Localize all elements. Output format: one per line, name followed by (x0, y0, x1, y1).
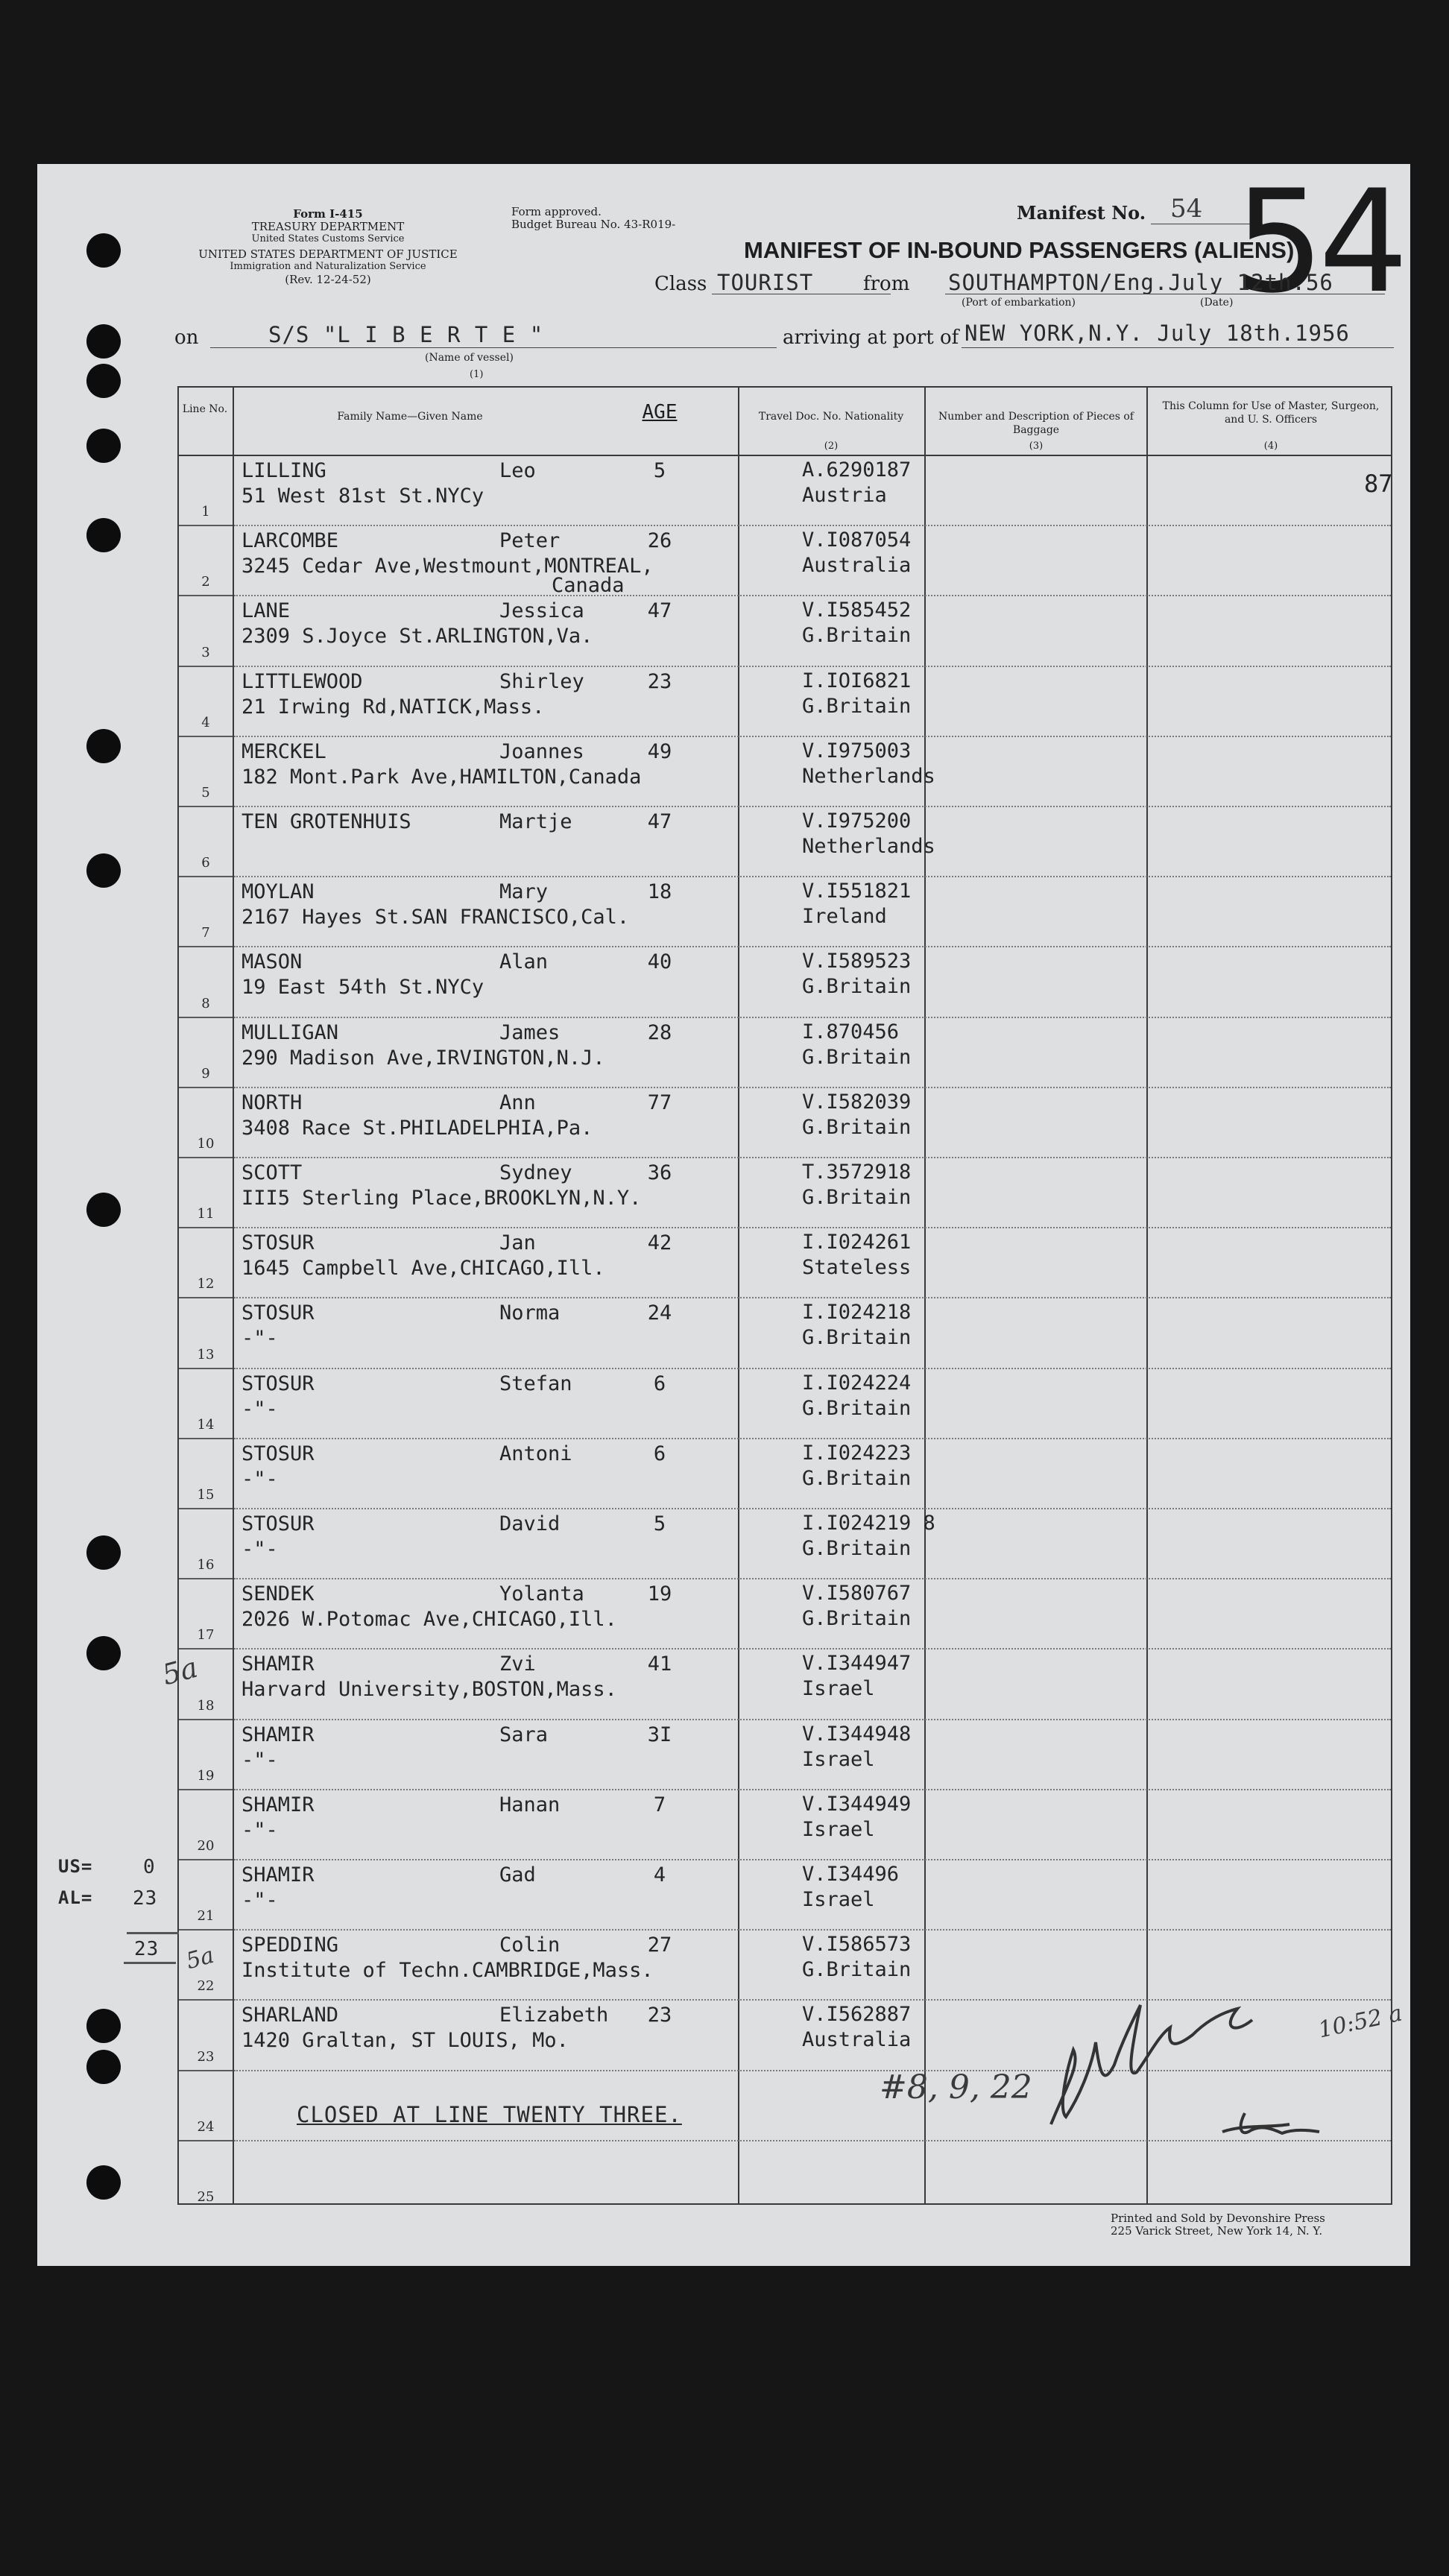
row-divider (234, 1157, 1391, 1158)
line-number: 3 (201, 644, 210, 660)
travel-doc-number: T.3572918 (802, 1161, 912, 1184)
address: -"- (242, 1467, 278, 1491)
row-divider (234, 1648, 1391, 1650)
handwritten-lines-note: #8, 9, 22 (880, 2068, 1032, 2106)
nationality: G.Britain (802, 1958, 912, 1982)
row-divider (234, 736, 1391, 737)
form-revision: (Rev. 12-24-52) (285, 273, 371, 286)
line-no-divider (179, 1227, 233, 1228)
travel-doc-number: I.I024218 (802, 1301, 912, 1325)
family-name: STOSUR (242, 1231, 315, 1255)
nationality: Ireland (802, 905, 887, 929)
nationality: G.Britain (802, 1186, 912, 1209)
given-name: Norma (499, 1301, 561, 1325)
row-divider (234, 1438, 1391, 1439)
nationality: G.Britain (802, 624, 912, 648)
line-no-divider (179, 1087, 233, 1088)
nationality: G.Britain (802, 1537, 912, 1560)
line-number: 10 (197, 1136, 215, 1152)
officer-note: 87 (1364, 470, 1393, 498)
age: 24 (647, 1301, 672, 1325)
line-number: 6 (201, 855, 210, 871)
address: 51 West 81st St.NYCy (242, 484, 484, 508)
line-number: 18 (197, 1697, 215, 1714)
given-name: David (499, 1512, 561, 1535)
line-no-divider (179, 666, 233, 667)
vessel-column-number: (1) (470, 369, 484, 380)
given-name: Jan (499, 1231, 536, 1255)
row-divider (234, 1227, 1391, 1228)
family-name: SCOTT (242, 1161, 303, 1184)
port-caption: (Port of embarkation) (962, 297, 1076, 309)
punch-hole (86, 2009, 121, 2043)
handwritten-5a-bottom: 5a (183, 1942, 217, 1975)
line-no-divider (179, 806, 233, 807)
travel-doc-number: I.I024219 8 (802, 1512, 935, 1535)
line-no-divider (179, 736, 233, 737)
nationality: Australia (802, 2028, 912, 2052)
line-number: 1 (201, 504, 210, 520)
travel-doc-number: V.I582039 (802, 1090, 912, 1114)
total-strike (124, 1962, 176, 1964)
given-name: Leo (499, 459, 536, 482)
punch-hole (86, 853, 121, 888)
from-value: SOUTHAMPTON/Eng.July 12th.56 (948, 270, 1333, 295)
travel-doc-number: I.I024224 (802, 1371, 912, 1395)
line-number: 7 (201, 925, 210, 941)
address-continued: Canada (552, 574, 625, 598)
age: 6 (653, 1442, 666, 1465)
age: 77 (647, 1090, 672, 1114)
family-name: MULLIGAN (242, 1020, 339, 1044)
nationality: G.Britain (802, 1326, 912, 1350)
line-number: 4 (201, 714, 210, 730)
address: 2167 Hayes St.SAN FRANCISCO,Cal. (242, 906, 630, 929)
nationality: Israel (802, 1747, 875, 1771)
row-divider (234, 1719, 1391, 1720)
official-signature (1021, 1975, 1349, 2169)
nationality: G.Britain (802, 694, 912, 718)
line-number: 21 (197, 1908, 215, 1925)
nationality: Israel (802, 1888, 875, 1911)
nationality: Netherlands (802, 764, 935, 788)
age: 36 (647, 1161, 672, 1184)
class-label: Class (654, 273, 707, 295)
family-name: MOYLAN (242, 880, 315, 904)
handwritten-5a: 5a (159, 1650, 201, 1692)
row-divider (234, 1508, 1391, 1509)
age: 47 (647, 599, 672, 623)
line-no-divider (179, 1999, 233, 2001)
address: 290 Madison Ave,IRVINGTON,N.J. (242, 1046, 605, 1070)
line-number: 24 (197, 2118, 215, 2135)
age: 40 (647, 950, 672, 974)
address: 1645 Campbell Ave,CHICAGO,Ill. (242, 1257, 605, 1281)
age: 4 (653, 1863, 666, 1887)
budget-bureau: Budget Bureau No. 43-R019- (511, 218, 676, 231)
arriving-label: arriving at port of (783, 326, 959, 349)
line-number: 17 (197, 1627, 215, 1644)
given-name: Stefan (499, 1371, 572, 1395)
line-number: 8 (201, 995, 210, 1011)
given-name: Shirley (499, 669, 584, 693)
closing-statement: CLOSED AT LINE TWENTY THREE. (297, 2102, 682, 2127)
travel-doc-number: V.I562887 (802, 2003, 912, 2027)
handwritten-time: 10:52 a (1316, 2000, 1405, 2044)
age: 42 (647, 1231, 672, 1255)
family-name: SHAMIR (242, 1723, 315, 1746)
line-number: 14 (197, 1416, 215, 1433)
line-number: 13 (197, 1346, 215, 1363)
address: 3408 Race St.PHILADELPHIA,Pa. (242, 1116, 593, 1140)
punch-hole (86, 324, 121, 359)
given-name: Gad (499, 1863, 536, 1887)
age: 41 (647, 1652, 672, 1676)
line-no-divider (179, 876, 233, 877)
line-number: 11 (197, 1206, 215, 1222)
family-name: STOSUR (242, 1301, 315, 1325)
address: -"- (242, 1818, 278, 1842)
given-name: Sara (499, 1723, 549, 1746)
printer-line-1: Printed and Sold by Devonshire Press (1111, 2212, 1325, 2225)
age: 23 (647, 2004, 672, 2027)
family-name: STOSUR (242, 1442, 315, 1465)
age: 18 (647, 880, 672, 904)
punch-hole (86, 2050, 121, 2084)
row-divider (234, 1578, 1391, 1579)
manifest-sheet (37, 160, 1410, 2266)
row-divider (234, 1017, 1391, 1018)
date-caption: (Date) (1200, 297, 1234, 309)
line-no-divider (179, 946, 233, 947)
age: 3I (647, 1723, 672, 1746)
line-no-divider (179, 2140, 233, 2141)
class-value: TOURIST (717, 270, 814, 295)
travel-doc-number: V.I087054 (802, 528, 912, 552)
row-divider (234, 1368, 1391, 1369)
vessel-underline (210, 347, 777, 348)
given-name: Elizabeth (499, 2004, 609, 2027)
given-name: Antoni (499, 1442, 572, 1465)
line-no-divider (179, 2070, 233, 2071)
given-name: Hanan (499, 1793, 561, 1816)
age: 49 (647, 739, 672, 763)
line-no-divider (179, 525, 233, 526)
family-name: LANE (242, 599, 291, 623)
age: 47 (647, 810, 672, 833)
family-name: SHARLAND (242, 2004, 339, 2027)
address: 2309 S.Joyce St.ARLINGTON,Va. (242, 625, 593, 648)
total-count: 23 (134, 1938, 160, 1960)
header-age: AGE (642, 401, 678, 423)
line-number: 5 (201, 785, 210, 801)
age: 5 (653, 459, 666, 482)
nationality: G.Britain (802, 1115, 912, 1139)
form-approved: Form approved. (511, 205, 602, 218)
on-label: on (174, 326, 199, 349)
row-divider (234, 595, 1391, 596)
age: 6 (653, 1371, 666, 1395)
nationality: G.Britain (802, 1607, 912, 1631)
nationality: Australia (802, 554, 912, 578)
line-no-divider (179, 1017, 233, 1018)
row-divider (234, 666, 1391, 667)
travel-doc-number: V.I344949 (802, 1792, 912, 1816)
nationality: G.Britain (802, 1466, 912, 1490)
family-name: TEN GROTENHUIS (242, 810, 411, 833)
travel-doc-number: V.I975200 (802, 809, 912, 833)
given-name: Alan (499, 950, 549, 974)
family-name: SENDEK (242, 1582, 315, 1606)
travel-doc-number: I.I024223 (802, 1441, 912, 1465)
family-name: SPEDDING (242, 1933, 339, 1957)
nationality: Austria (802, 484, 887, 507)
nationality: Stateless (802, 1256, 912, 1280)
line-no-divider (179, 1297, 233, 1298)
line-no-divider (179, 1368, 233, 1369)
family-name: SHAMIR (242, 1863, 315, 1887)
row-divider (234, 1087, 1391, 1088)
manifest-no-typed: 54 (1170, 194, 1203, 224)
header-officers: This Column for Use of Master, Surgeon, and U. S. Officers (1162, 400, 1380, 426)
age: 28 (647, 1020, 672, 1044)
age: 27 (647, 1933, 672, 1957)
nationality: G.Britain (802, 1045, 912, 1069)
header-travel-col: (2) (824, 441, 839, 452)
manifest-title: MANIFEST OF IN-BOUND PASSENGERS (ALIENS) (744, 237, 1295, 263)
form-agency-justice: UNITED STATES DEPARTMENT OF JUSTICE (198, 247, 458, 261)
line-no-divider (179, 1438, 233, 1439)
address: 1420 Graltan, ST LOUIS, Mo. (242, 2029, 569, 2053)
line-number: 2 (201, 574, 210, 590)
line-no-divider (179, 1578, 233, 1579)
given-name: Peter (499, 529, 561, 553)
address: -"- (242, 1538, 278, 1561)
row-divider (234, 806, 1391, 807)
given-name: Joannes (499, 739, 584, 763)
line-number: 23 (197, 2048, 215, 2065)
punch-hole (86, 233, 121, 268)
address: III5 Sterling Place,BROOKLYN,N.Y. (242, 1187, 642, 1210)
travel-doc-number: I.870456 (802, 1020, 900, 1044)
form-agency-treasury: TREASURY DEPARTMENT (251, 220, 405, 233)
line-no-divider (179, 1789, 233, 1790)
row-divider (234, 1297, 1391, 1298)
family-name: SHAMIR (242, 1793, 315, 1816)
address: 182 Mont.Park Ave,HAMILTON,Canada (242, 765, 642, 789)
age: 5 (653, 1512, 666, 1535)
row-divider (234, 876, 1391, 877)
address: 3245 Cedar Ave,Westmount,MONTREAL, (242, 555, 654, 578)
family-name: LILLING (242, 459, 326, 482)
punch-hole (86, 2165, 121, 2200)
punch-hole (86, 364, 121, 398)
travel-doc-number: I.IOI6821 (802, 669, 912, 692)
line-no-divider (179, 1508, 233, 1509)
line-no-divider (179, 1157, 233, 1158)
line-no-divider (179, 1719, 233, 1720)
punch-hole (86, 429, 121, 463)
line-number: 22 (197, 1978, 215, 1995)
us-count-value: 0 (143, 1856, 156, 1878)
manifest-table (177, 386, 1392, 2205)
line-number: 25 (197, 2189, 215, 2205)
given-name: Ann (499, 1090, 536, 1114)
address: Institute of Techn.CAMBRIDGE,Mass. (242, 1959, 654, 1983)
form-agency-ins: Immigration and Naturalization Service (230, 261, 426, 272)
nationality: G.Britain (802, 975, 912, 999)
line-number: 9 (201, 1065, 210, 1082)
vessel-caption: (Name of vessel) (425, 352, 514, 364)
age: 26 (647, 529, 672, 553)
family-name: MASON (242, 950, 303, 974)
row-divider (234, 525, 1391, 526)
nationality: Israel (802, 1817, 875, 1841)
given-name: Colin (499, 1933, 561, 1957)
line-number: 20 (197, 1838, 215, 1854)
travel-doc-number: V.I589523 (802, 950, 912, 973)
given-name: Sydney (499, 1161, 572, 1184)
row-divider (234, 1929, 1391, 1931)
arriving-underline (962, 347, 1394, 348)
line-no-divider (179, 1859, 233, 1860)
given-name: Yolanta (499, 1582, 584, 1606)
address: 19 East 54th St.NYCy (242, 976, 484, 1000)
nationality: Netherlands (802, 835, 935, 858)
line-number: 12 (197, 1276, 215, 1292)
form-number: Form I-415 (293, 207, 363, 221)
form-agency-customs: United States Customs Service (251, 233, 405, 244)
address: -"- (242, 1889, 278, 1912)
family-name: LARCOMBE (242, 529, 339, 553)
header-officers-col: (4) (1263, 441, 1278, 452)
travel-doc-number: V.I585452 (802, 599, 912, 622)
punch-hole (86, 1193, 121, 1227)
manifest-no-label: Manifest No. (1017, 202, 1146, 224)
arriving-value: NEW YORK,N.Y. July 18th.1956 (965, 321, 1350, 346)
al-count-value: 23 (133, 1887, 158, 1910)
age: 19 (647, 1582, 672, 1606)
header-name: Family Name—Given Name (337, 411, 483, 423)
punch-hole (86, 518, 121, 552)
nationality: G.Britain (802, 1396, 912, 1420)
age: 7 (653, 1793, 666, 1816)
address: Harvard University,BOSTON,Mass. (242, 1678, 617, 1702)
address: -"- (242, 1327, 278, 1351)
travel-doc-number: V.I580767 (802, 1582, 912, 1606)
line-no-divider (179, 1648, 233, 1650)
line-number: 16 (197, 1557, 215, 1573)
address: -"- (242, 1748, 278, 1772)
given-name: Martje (499, 810, 572, 833)
given-name: James (499, 1020, 561, 1044)
travel-doc-number: V.I975003 (802, 739, 912, 763)
age: 23 (647, 669, 672, 693)
given-name: Mary (499, 880, 549, 904)
header-baggage-col: (3) (1029, 441, 1044, 452)
travel-doc-number: V.I586573 (802, 1933, 912, 1957)
header-baggage: Number and Description of Pieces of Baggage (938, 411, 1134, 436)
travel-doc-number: V.I344947 (802, 1652, 912, 1676)
family-name: MERCKEL (242, 739, 326, 763)
header-line-no: Line No. (182, 403, 228, 415)
family-name: STOSUR (242, 1371, 315, 1395)
punch-hole (86, 1535, 121, 1570)
given-name: Jessica (499, 599, 584, 623)
address: 2026 W.Potomac Ave,CHICAGO,Ill. (242, 1608, 617, 1632)
manifest-no-large: 54 (1234, 160, 1403, 324)
travel-doc-number: V.I34496 (802, 1863, 900, 1886)
line-no-divider (179, 1929, 233, 1931)
printer-line-2: 225 Varick Street, New York 14, N. Y. (1111, 2224, 1323, 2238)
given-name: Zvi (499, 1652, 536, 1676)
travel-doc-number: A.6290187 (802, 458, 912, 482)
address: -"- (242, 1397, 278, 1421)
line-no-divider (179, 595, 233, 596)
row-divider (234, 1859, 1391, 1860)
travel-doc-number: I.I024261 (802, 1231, 912, 1254)
address: 21 Irwing Rd,NATICK,Mass. (242, 695, 545, 719)
total-strike (127, 1932, 179, 1934)
travel-doc-number: V.I344948 (802, 1722, 912, 1746)
line-number: 15 (197, 1487, 215, 1503)
vessel-name: S/S "L I B E R T E " (268, 322, 544, 347)
nationality: Israel (802, 1677, 875, 1701)
header-travel-doc: Travel Doc. No. Nationality (758, 411, 904, 423)
punch-hole (86, 729, 121, 763)
row-divider (234, 946, 1391, 947)
family-name: SHAMIR (242, 1652, 315, 1676)
family-name: STOSUR (242, 1512, 315, 1535)
line-number: 19 (197, 1767, 215, 1784)
travel-doc-number: V.I551821 (802, 880, 912, 903)
us-count-label: US= (58, 1856, 93, 1877)
row-divider (234, 1789, 1391, 1790)
family-name: LITTLEWOOD (242, 669, 363, 693)
family-name: NORTH (242, 1090, 303, 1114)
punch-hole (86, 1636, 121, 1670)
al-count-label: AL= (58, 1887, 93, 1908)
from-label: from (863, 273, 910, 295)
